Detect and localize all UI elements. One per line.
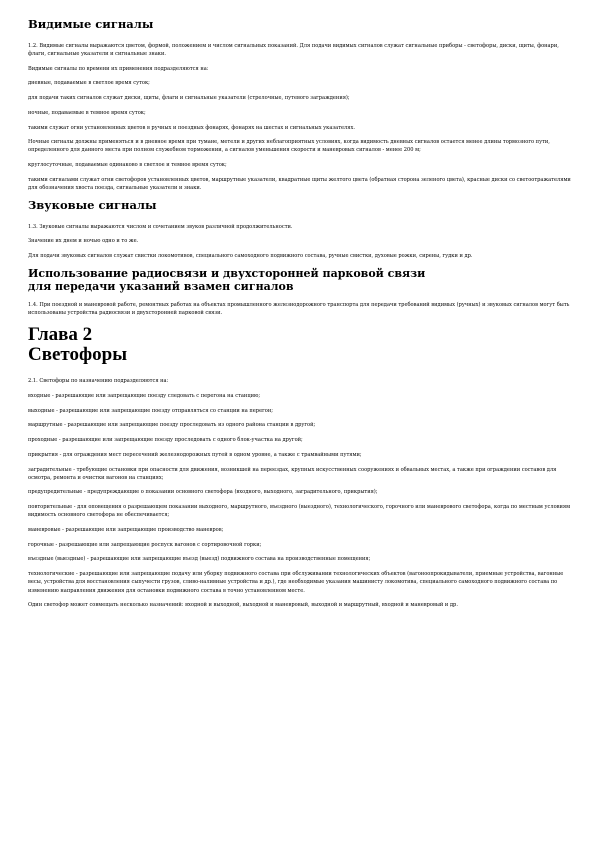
paragraph: круглосуточные, подаваемые одинаково в светлое и темное время суток; <box>28 162 227 169</box>
heading-line: для передачи указаний взамен сигналов <box>28 279 294 293</box>
paragraph: въездные (выездные) - разрешающие или запрещающие въезд (выезд) подвижного состава на производственные помещения; <box>28 556 371 563</box>
chapter-title: Светофоры <box>28 344 128 366</box>
chapter-number: Глава 2 <box>28 324 93 346</box>
paragraph: Видимые сигналы по времени их применения подразделяются на: <box>28 65 209 72</box>
paragraph: прикрытия - для ограждения мест пересечений железнодорожных путей в одном уровне, а также с трамвайными путями; <box>28 451 362 458</box>
paragraph: предупредительные - предупреждающие о показании основного светофора (входного, выходного, заградительного, прикрытия); <box>28 489 378 496</box>
chapter-heading <box>28 325 573 365</box>
paragraph: такими сигналами служат огни светофоров установленных цветов, маршрутные указатели, квадратные щиты желтого цвета (обратная сторона зеленого цвета), красные диски со светоотражателями для обозначения хвоста поезда, сигнальные указатели и знаки. <box>28 176 571 192</box>
paragraph: повторительные - для оповещения о разрешающем показании выходного, маршрутного, въездного (выездного), технологического, горочного или маневрового светофора, когда по местным условиям видимость основного светофора не обеспечивается; <box>28 504 571 519</box>
paragraph: заградительные - требующие остановки при опасности для движения, возникшей на переездах, крупных искусственных сооружениях и обвальных местах, а также при ограждении составов для осмотра, ремонта и очистки вагонов на станциях; <box>28 466 557 481</box>
paragraph: дневные, подаваемые в светлое время суток; <box>28 80 150 87</box>
paragraph: горочные - разрешающие или запрещающие роспуск вагонов с сортировочной горки; <box>28 541 262 548</box>
paragraph: 1.3. Звуковые сигналы выражаются числом и сочетанием звуков различной продолжительности. <box>28 223 293 230</box>
paragraph: такими служат огни установленных цветов в ручных и поездных фонарях, фонарях на шестах и сигнальных указателях. <box>28 124 355 131</box>
paragraph: выходные - разрешающие или запрещающие поезду отправляться со станции на перегон; <box>28 407 273 414</box>
section-heading-visible-signals: Видимые сигналы <box>28 17 154 31</box>
heading-line: Использование радиосвязи и двухсторонней парковой связи <box>28 266 426 280</box>
paragraph: маневровые - разрешающие или запрещающие производство маневров; <box>28 527 224 534</box>
paragraph: 1.2. Видимые сигналы выражаются цветом, формой, положением и числом сигнальных показаний. Для подачи видимых сигналов служат сигнальные приборы - светофоры, диски, щиты, фонари, флаги, сигнальные указатели и сигнальные знаки. <box>28 42 559 57</box>
paragraph: 1.4. При поездной и маневровой работе, ремонтных работах на объектах промышленного железнодорожного транспорта для передачи требований видимых (ручных) и звуковых сигналов могут быть использованы устройства радиосвязи и двухсторонней парковой связи. <box>28 302 570 317</box>
paragraph: проходные - разрешающие или запрещающие поезду проследовать с одного блок-участка на другой; <box>28 437 303 444</box>
paragraph: входные - разрешающие или запрещающие поезду следовать с перегона на станцию; <box>28 393 261 399</box>
section-heading-radio <box>28 267 573 293</box>
paragraph: Для подачи звуковых сигналов служат свистки локомотивов, специального самоходного подвижного состава, ручные свистки, духовые рожки, сирены, гудки и др. <box>28 252 473 259</box>
paragraph: ночные, подаваемые в темное время суток; <box>28 109 146 116</box>
paragraph: 2.1. Светофоры по назначению подразделяются на: <box>28 378 169 385</box>
paragraph: Один светофор может совмещать несколько назначений: входной и выходной, выходной и маневровый, выходной и маршрутный, входной и маневровый и др. <box>28 602 458 609</box>
paragraph: технологические - разрешающие или запрещающие подачу или уборку подвижного состава при обслуживании технологических объектов (вагоноопрокидыватели, приемные устройства, вагонные весы, устройства для восстановления сыпучести грузов, сливо-наливные устройства и др.), где необходимые указания машинисту локомотива, специального самоходного подвижного состава по изменению направления движения для остановки подвижного состава в точно установленном месте. <box>28 571 564 594</box>
paragraph: маршрутные - разрешающие или запрещающие поезду проследовать из одного района станции в другой; <box>28 422 316 429</box>
paragraph: для подачи таких сигналов служат диски, щиты, флаги и сигнальные указатели (стрелочные, путевого заграждения); <box>28 95 350 102</box>
section-heading-sound-signals: Звуковые сигналы <box>28 197 157 212</box>
paragraph: Ночные сигналы должны применяться и в дневное время при тумане, метели и других неблагоприятных условиях, когда видимость дневных сигналов остается менее длины тормозного пути, определенного для данного места при полном служебном торможении, а сигналов уменьшения скорости и маневровых сигналов - менее 200 м; <box>28 139 550 154</box>
paragraph: Значение их днем и ночью одно и то же. <box>28 238 139 245</box>
